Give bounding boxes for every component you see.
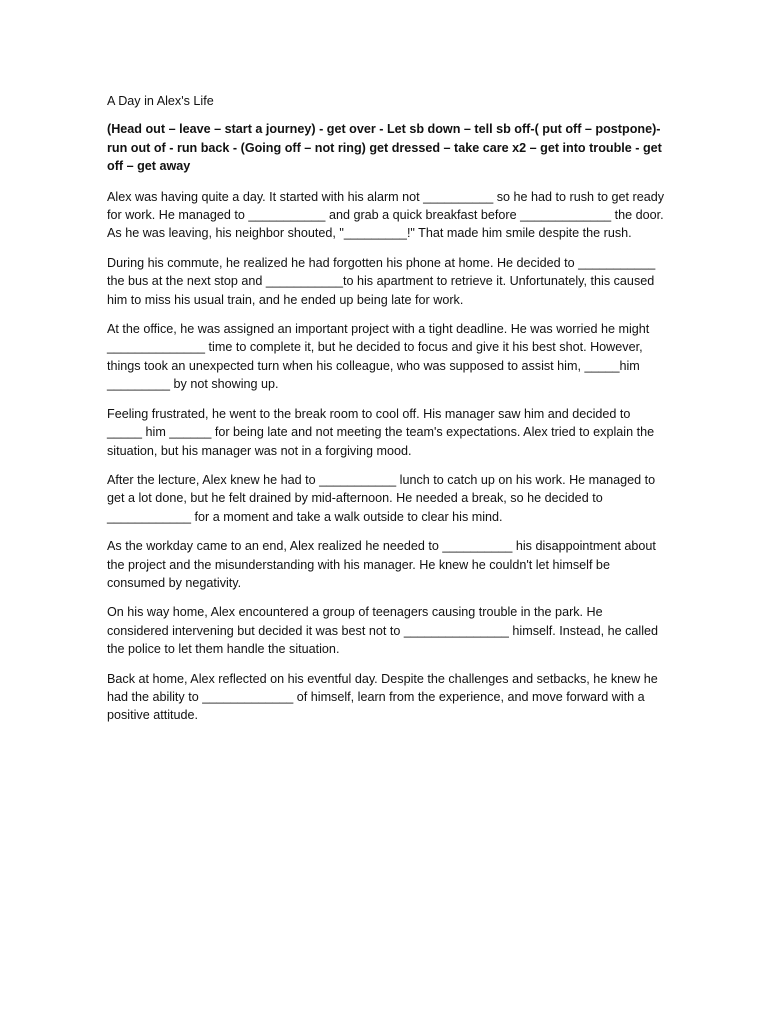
paragraph-commute: During his commute, he realized he had forgotten his phone at home. He decided to ___________ the bus at the next stop and ___________to his apartment to retrieve it. Unfortunately, this caused him to miss his usual train, and he ended up being late for work. bbox=[107, 255, 656, 307]
paragraph-back-home: Back at home, Alex reflected on his eventful day. Despite the challenges and setbacks, he knew he had the ability to _____________ of himself, learn from the experience, and move forward with a positive attitude. bbox=[107, 671, 658, 723]
paragraph-workday-end: As the workday came to an end, Alex realized he needed to __________ his disappointment about the project and the misunderstanding with his manager. He knew he couldn't let himself be consumed by negativity. bbox=[107, 539, 656, 590]
paragraph-office: At the office, he was assigned an important project with a tight deadline. He was worried he might ______________ time to complete it, but he decided to focus and give it his best shot. However, things took an unexpected turn when his colleague, who was supposed to assist him, _____him _________ by not showing up. bbox=[107, 322, 650, 392]
document-title: A Day in Alex's Life bbox=[107, 94, 214, 108]
paragraph-break-room: Feeling frustrated, he went to the break room to cool off. His manager saw him and decided to _____ him ______ for being late and not meeting the team's expectations. Alex tried to explain the situation, but his manager was not in a forgiving mood. bbox=[107, 406, 655, 458]
paragraph-lecture: After the lecture, Alex knew he had to ___________ lunch to catch up on his work. He managed to get a lot done, but he felt drained by mid-afternoon. He needed a break, so he decided to ____________ for a moment and take a walk outside to clear his mind. bbox=[107, 472, 656, 524]
paragraph-alarm: Alex was having quite a day. It started with his alarm not __________ so he had to rush to get ready for work. He managed to ___________ and grab a quick breakfast before _____________ the door. As he was leaving, his neighbor shouted, "_________!" That made him smile despite the rush. bbox=[107, 189, 665, 241]
paragraph-way-home: On his way home, Alex encountered a group of teenagers causing trouble in the park. He considered intervening but decided it was best not to _______________ himself. Instead, he called the police to let them handle the situation. bbox=[107, 605, 659, 657]
document-page bbox=[107, 92, 667, 736]
word-bank: (Head out – leave – start a journey) - get over - Let sb down – tell sb off-( put off – postpone)- run out of - run back - (Going off – not ring) get dressed – take care x2 – get into trouble - get off – get away bbox=[107, 122, 662, 174]
